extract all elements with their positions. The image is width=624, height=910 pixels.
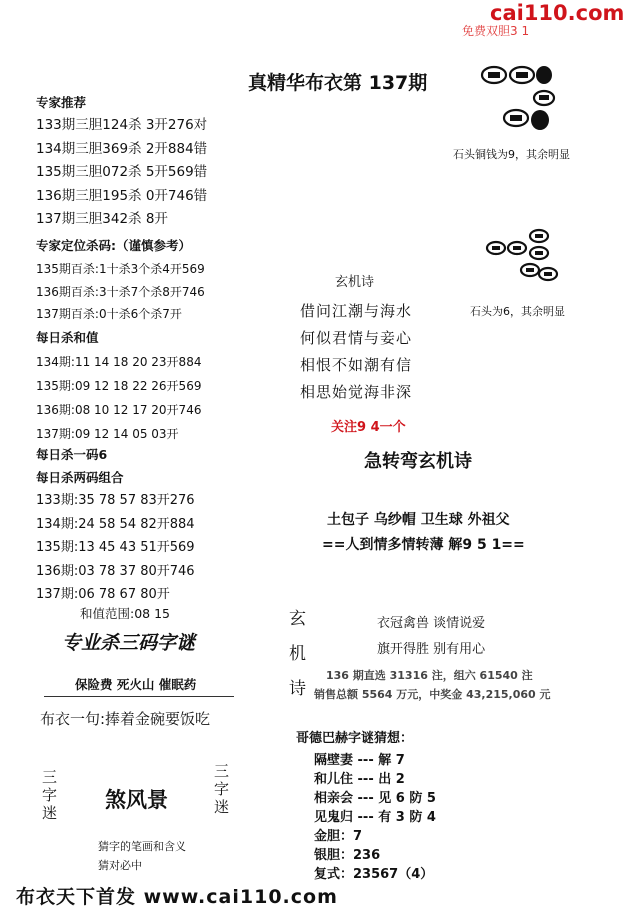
xuanji-line-2: 旗开得胜 别有用心 xyxy=(377,642,486,657)
poem-line: 借问江潮与海水 xyxy=(300,302,413,320)
buyi-sentence: 布衣一句:捧着金碗要饭吃 xyxy=(40,710,211,728)
xuanji-char: 机 xyxy=(289,644,306,664)
list-item: 137期:06 78 67 80开 xyxy=(36,587,170,602)
divider xyxy=(44,696,234,697)
poem-lines xyxy=(300,298,412,406)
list-item: 134期:11 14 18 20 23开884 xyxy=(36,355,202,369)
stone1-caption: 石头铜钱为9，其余明显 xyxy=(453,148,570,161)
coin-icon xyxy=(504,110,528,126)
list-item: 135期三胆072杀 5开569错 xyxy=(36,164,208,181)
list-item: 135期百杀:1十杀3个杀4开569 xyxy=(36,262,205,276)
coin-icon xyxy=(530,230,548,242)
pro-riddle-heading: 专业杀三码字谜 xyxy=(62,632,196,654)
site-watermark: cai110.com xyxy=(490,1,624,25)
list-item: 金胆：7 xyxy=(314,829,363,844)
list-item: 相亲会 --- 见 6 防 5 xyxy=(314,791,436,806)
goldbach-heading: 哥德巴赫字谜猜想： xyxy=(296,731,414,746)
footer-text: 布衣天下首发 www.cai110.com xyxy=(16,886,338,908)
sum-range: 和值范围:08 15 xyxy=(80,606,170,621)
list-item: 135期:09 12 18 22 26开569 xyxy=(36,379,202,393)
list-item: 银胆：236 xyxy=(314,848,381,863)
goldbach-list xyxy=(314,751,436,884)
two-kill-heading: 每日杀两码组合 xyxy=(36,470,124,485)
stone-coin-figure-1 xyxy=(478,60,568,135)
three-char-label-right: 三字迷 xyxy=(214,762,230,816)
list-item: 137期三胆342杀 8开 xyxy=(36,211,168,228)
sales-stats-2: 销售总额 5564 万元，中奖金 43,215,060 元 xyxy=(314,688,551,701)
guess-hint: 猜字的笔画和含义 xyxy=(98,840,186,853)
list-item: 133期三胆124杀 3开276对 xyxy=(36,117,208,133)
xuanji-line: 衣冠禽兽 谈情说爱 xyxy=(377,616,486,631)
three-char-word: 煞风景 xyxy=(105,788,168,812)
guess-hint-2: 猜对必中 xyxy=(98,859,142,872)
two-kill-list xyxy=(36,489,195,607)
position-kill-list xyxy=(36,258,205,326)
coin-icon xyxy=(487,242,505,254)
xuanji-char: 诗 xyxy=(289,679,306,699)
list-item: 134期:24 58 54 82开884 xyxy=(36,516,195,532)
expert-list xyxy=(36,114,207,232)
list-item: 137期百杀:0十杀6个杀7开 xyxy=(36,307,182,321)
list-item: 133期:35 78 57 83开276 xyxy=(36,493,195,508)
page-title: 真精华布衣第 137期 xyxy=(248,72,428,94)
sharp-turn-answer: ==人到情多情转薄 解9 5 1== xyxy=(322,537,525,553)
list-item: 复式：23567（4） xyxy=(314,867,434,882)
list-item: 和儿住 --- 出 2 xyxy=(314,772,405,787)
focus-note: 关注9 4一个 xyxy=(331,420,406,435)
stone2-caption: 石头为6，其余明显 xyxy=(470,305,565,318)
expert-heading: 专家推荐 xyxy=(36,95,87,110)
list-item: 134期三胆369杀 2开884错 xyxy=(36,140,208,157)
list-item: 136期:03 78 37 80开746 xyxy=(36,563,195,579)
three-char-label-left: 三字迷 xyxy=(42,768,58,822)
list-item: 136期百杀:3十杀7个杀8开746 xyxy=(36,284,205,299)
poem-heading: 玄机诗 xyxy=(335,275,375,290)
list-item: 136期:08 10 12 17 20开746 xyxy=(36,403,202,417)
sum-kill-list xyxy=(36,350,201,446)
sharp-turn-heading: 急转弯玄机诗 xyxy=(364,451,472,472)
coin-icon xyxy=(482,67,506,83)
poem-line: 何似君情与妾心 xyxy=(300,329,413,347)
list-item: 见鬼归 --- 有 3 防 4 xyxy=(314,810,436,825)
stone-coin-figure-2 xyxy=(484,228,564,288)
xuanji-char: 玄 xyxy=(289,609,306,629)
coin-icon xyxy=(521,264,539,276)
sharp-turn-words: 土包子 乌纱帽 卫生球 外祖父 xyxy=(327,512,510,528)
list-item: 135期:13 45 43 51开569 xyxy=(36,540,195,555)
sum-kill-heading: 每日杀和值 xyxy=(36,330,99,345)
one-kill: 每日杀一码6 xyxy=(36,447,108,462)
poem-line: 相恨不如潮有信 xyxy=(300,356,413,374)
stone-icon xyxy=(531,110,549,130)
pro-riddle-words: 保险费 死火山 催眠药 xyxy=(75,677,197,692)
coin-icon xyxy=(539,268,557,280)
stone-icon xyxy=(536,66,552,84)
coin-icon xyxy=(534,91,554,105)
coin-icon xyxy=(530,247,548,259)
list-item: 136期三胆195杀 0开746错 xyxy=(36,187,208,204)
list-item: 隔壁妻 --- 解 7 xyxy=(314,753,405,768)
poem-line: 相思始觉海非深 xyxy=(300,383,413,401)
coin-icon xyxy=(508,242,526,254)
sales-stats: 136 期直选 31316 注，组六 61540 注 xyxy=(326,669,533,682)
position-kill-heading: 专家定位杀码:（谨慎参考） xyxy=(36,238,191,253)
coin-icon xyxy=(510,67,534,83)
list-item: 137期:09 12 14 05 03开 xyxy=(36,427,179,441)
watermark-sub: 免费双胆3 1 xyxy=(462,24,530,38)
